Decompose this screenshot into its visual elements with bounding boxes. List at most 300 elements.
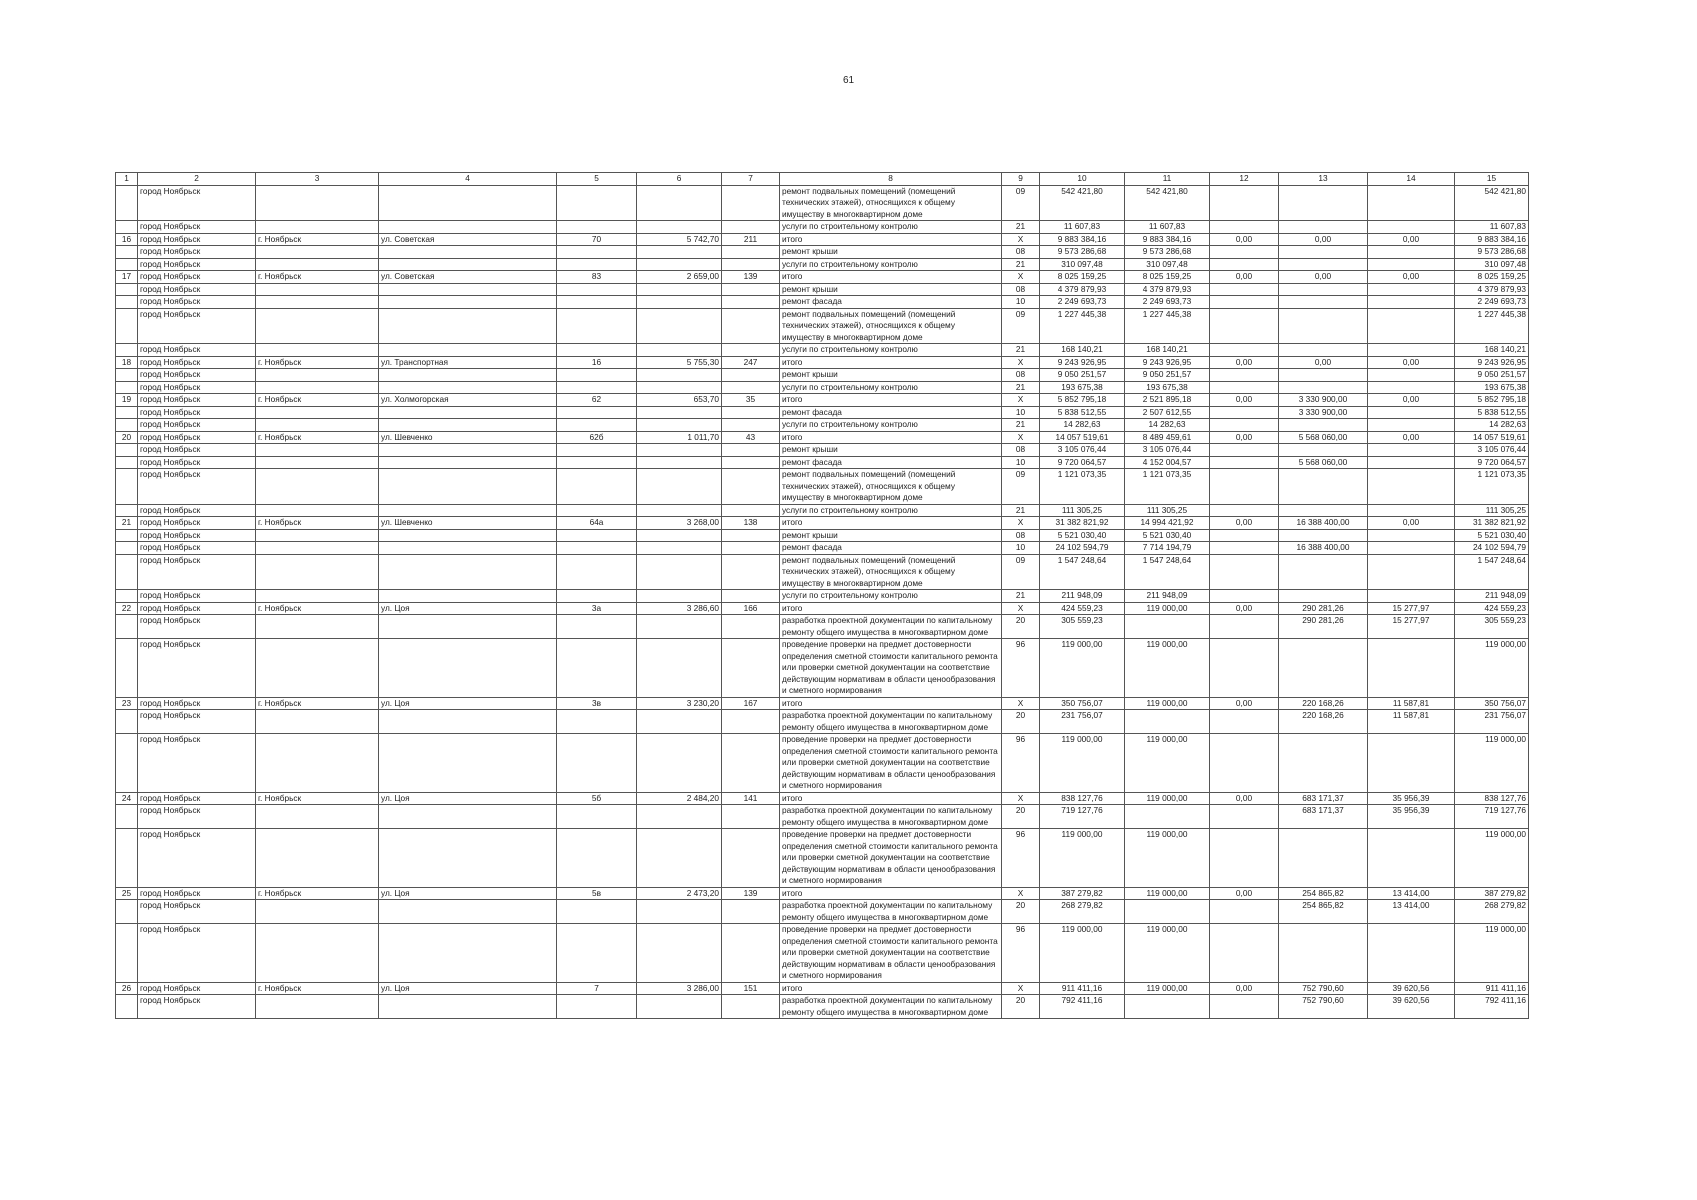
federal-funds-cell: 0,00	[1210, 517, 1279, 530]
house-number-cell: 3а	[557, 602, 637, 615]
total-with-subsidy-cell: 9 050 251,57	[1455, 369, 1529, 382]
federal-funds-cell	[1210, 615, 1279, 639]
residents-cell: 139	[722, 271, 780, 284]
total-with-subsidy-cell: 9 720 064,57	[1455, 456, 1529, 469]
total-with-subsidy-cell: 2 249 693,73	[1455, 296, 1529, 309]
house-number-cell: 70	[557, 233, 637, 246]
total-cost-cell: 1 227 445,38	[1040, 308, 1125, 344]
table-row	[116, 356, 1529, 369]
table-row	[116, 602, 1529, 615]
regional-funds-cell	[1279, 246, 1368, 259]
local-funds-cell	[1368, 296, 1455, 309]
regional-funds-cell	[1279, 469, 1368, 505]
repair-table-container	[115, 172, 1528, 1019]
federal-funds-cell: 0,00	[1210, 982, 1279, 995]
local-funds-cell	[1368, 734, 1455, 793]
work-code-cell: 10	[1002, 456, 1040, 469]
local-funds-cell	[1368, 185, 1455, 221]
city-cell	[256, 296, 379, 309]
city-cell	[256, 734, 379, 793]
area-cell	[637, 369, 722, 382]
row-number-cell	[116, 554, 138, 590]
federal-funds-cell	[1210, 995, 1279, 1019]
residents-cell	[722, 829, 780, 888]
total-with-subsidy-cell: 5 521 030,40	[1455, 529, 1529, 542]
municipality-cell: город Ноябрьск	[138, 504, 256, 517]
work-code-cell: 20	[1002, 805, 1040, 829]
row-number-cell: 26	[116, 982, 138, 995]
fund-cost-cell	[1125, 615, 1210, 639]
total-cost-cell: 168 140,21	[1040, 344, 1125, 357]
residents-cell	[722, 734, 780, 793]
city-cell	[256, 381, 379, 394]
regional-funds-cell: 290 281,26	[1279, 602, 1368, 615]
work-code-cell: X	[1002, 271, 1040, 284]
municipality-cell: город Ноябрьск	[138, 982, 256, 995]
area-cell	[637, 590, 722, 603]
municipality-cell: город Ноябрьск	[138, 900, 256, 924]
street-cell	[379, 258, 557, 271]
house-number-cell	[557, 406, 637, 419]
street-cell	[379, 221, 557, 234]
table-row	[116, 995, 1529, 1019]
federal-funds-cell	[1210, 900, 1279, 924]
local-funds-cell: 15 277,97	[1368, 602, 1455, 615]
house-number-cell	[557, 829, 637, 888]
house-number-cell: 5б	[557, 792, 637, 805]
local-funds-cell: 39 620,56	[1368, 995, 1455, 1019]
table-row	[116, 504, 1529, 517]
city-cell	[256, 639, 379, 698]
regional-funds-cell: 683 171,37	[1279, 805, 1368, 829]
work-type-cell: итого	[780, 602, 1002, 615]
municipality-cell: город Ноябрьск	[138, 805, 256, 829]
table-row	[116, 639, 1529, 698]
residents-cell	[722, 258, 780, 271]
table-row	[116, 529, 1529, 542]
residents-cell: 139	[722, 887, 780, 900]
work-code-cell: X	[1002, 517, 1040, 530]
table-row	[116, 710, 1529, 734]
street-cell: ул. Советская	[379, 233, 557, 246]
federal-funds-cell: 0,00	[1210, 233, 1279, 246]
fund-cost-cell: 2 507 612,55	[1125, 406, 1210, 419]
federal-funds-cell	[1210, 829, 1279, 888]
fund-cost-cell: 1 547 248,64	[1125, 554, 1210, 590]
total-cost-cell: 211 948,09	[1040, 590, 1125, 603]
house-number-cell	[557, 615, 637, 639]
fund-cost-cell: 119 000,00	[1125, 697, 1210, 710]
table-row	[116, 185, 1529, 221]
total-with-subsidy-cell: 119 000,00	[1455, 924, 1529, 983]
total-cost-cell: 2 249 693,73	[1040, 296, 1125, 309]
total-with-subsidy-cell: 387 279,82	[1455, 887, 1529, 900]
local-funds-cell	[1368, 283, 1455, 296]
work-code-cell: 21	[1002, 258, 1040, 271]
total-with-subsidy-cell: 168 140,21	[1455, 344, 1529, 357]
house-number-cell	[557, 805, 637, 829]
row-number-cell	[116, 504, 138, 517]
row-number-cell	[116, 246, 138, 259]
residents-cell	[722, 344, 780, 357]
work-code-cell: 20	[1002, 710, 1040, 734]
row-number-cell: 16	[116, 233, 138, 246]
street-cell	[379, 554, 557, 590]
work-code-cell: 21	[1002, 381, 1040, 394]
work-type-cell: проведение проверки на предмет достоверности определения сметной стоимости капитального ремонта или проверки сметной документации на соответствие действующим нормативам в области ценообразования и сметного нормирования	[780, 639, 1002, 698]
work-type-cell: итого	[780, 431, 1002, 444]
house-number-cell	[557, 419, 637, 432]
street-cell	[379, 344, 557, 357]
table-row	[116, 394, 1529, 407]
federal-funds-cell	[1210, 456, 1279, 469]
regional-funds-cell	[1279, 829, 1368, 888]
table-row	[116, 431, 1529, 444]
house-number-cell	[557, 504, 637, 517]
local-funds-cell	[1368, 419, 1455, 432]
street-cell	[379, 829, 557, 888]
federal-funds-cell	[1210, 734, 1279, 793]
table-row	[116, 308, 1529, 344]
table-row	[116, 734, 1529, 793]
regional-funds-cell: 5 568 060,00	[1279, 431, 1368, 444]
fund-cost-cell: 1 121 073,35	[1125, 469, 1210, 505]
federal-funds-cell	[1210, 529, 1279, 542]
row-number-cell	[116, 344, 138, 357]
federal-funds-cell	[1210, 258, 1279, 271]
total-cost-cell: 719 127,76	[1040, 805, 1125, 829]
fund-cost-cell: 9 243 926,95	[1125, 356, 1210, 369]
regional-funds-cell	[1279, 221, 1368, 234]
fund-cost-cell: 4 379 879,93	[1125, 283, 1210, 296]
municipality-cell: город Ноябрьск	[138, 697, 256, 710]
total-cost-cell: 5 838 512,55	[1040, 406, 1125, 419]
local-funds-cell	[1368, 246, 1455, 259]
total-cost-cell: 4 379 879,93	[1040, 283, 1125, 296]
municipality-cell: 2	[138, 173, 256, 186]
total-cost-cell: 119 000,00	[1040, 829, 1125, 888]
work-code-cell: 09	[1002, 308, 1040, 344]
municipality-cell: город Ноябрьск	[138, 381, 256, 394]
local-funds-cell	[1368, 369, 1455, 382]
row-number-cell	[116, 805, 138, 829]
residents-cell: 138	[722, 517, 780, 530]
total-cost-cell: 911 411,16	[1040, 982, 1125, 995]
work-code-cell: 96	[1002, 639, 1040, 698]
total-cost-cell: 5 521 030,40	[1040, 529, 1125, 542]
table-row	[116, 615, 1529, 639]
work-code-cell: 09	[1002, 469, 1040, 505]
work-code-cell: X	[1002, 233, 1040, 246]
regional-funds-cell: 752 790,60	[1279, 982, 1368, 995]
fund-cost-cell: 111 305,25	[1125, 504, 1210, 517]
work-type-cell: услуги по строительному контролю	[780, 381, 1002, 394]
table-row	[116, 469, 1529, 505]
house-number-cell	[557, 185, 637, 221]
work-type-cell: итого	[780, 356, 1002, 369]
table-row	[116, 900, 1529, 924]
row-number-cell	[116, 469, 138, 505]
work-code-cell: 08	[1002, 444, 1040, 457]
table-row	[116, 924, 1529, 983]
regional-funds-cell: 290 281,26	[1279, 615, 1368, 639]
municipality-cell: город Ноябрьск	[138, 590, 256, 603]
regional-funds-cell: 13	[1279, 173, 1368, 186]
work-code-cell: 20	[1002, 995, 1040, 1019]
residents-cell	[722, 615, 780, 639]
table-row	[116, 444, 1529, 457]
fund-cost-cell: 9 573 286,68	[1125, 246, 1210, 259]
area-cell	[637, 221, 722, 234]
residents-cell	[722, 995, 780, 1019]
house-number-cell	[557, 469, 637, 505]
residents-cell	[722, 419, 780, 432]
street-cell: ул. Советская	[379, 271, 557, 284]
row-number-cell	[116, 221, 138, 234]
work-type-cell: услуги по строительному контролю	[780, 590, 1002, 603]
repair-table	[115, 172, 1529, 1019]
city-cell: г. Ноябрьск	[256, 887, 379, 900]
work-code-cell: 08	[1002, 529, 1040, 542]
total-with-subsidy-cell: 211 948,09	[1455, 590, 1529, 603]
regional-funds-cell	[1279, 734, 1368, 793]
total-with-subsidy-cell: 3 105 076,44	[1455, 444, 1529, 457]
area-cell: 2 484,20	[637, 792, 722, 805]
total-cost-cell: 31 382 821,92	[1040, 517, 1125, 530]
row-number-cell	[116, 283, 138, 296]
municipality-cell: город Ноябрьск	[138, 369, 256, 382]
row-number-cell: 25	[116, 887, 138, 900]
total-with-subsidy-cell: 305 559,23	[1455, 615, 1529, 639]
row-number-cell	[116, 590, 138, 603]
city-cell: г. Ноябрьск	[256, 982, 379, 995]
city-cell: 3	[256, 173, 379, 186]
federal-funds-cell: 0,00	[1210, 271, 1279, 284]
regional-funds-cell	[1279, 590, 1368, 603]
area-cell: 3 268,00	[637, 517, 722, 530]
table-row	[116, 271, 1529, 284]
fund-cost-cell: 3 105 076,44	[1125, 444, 1210, 457]
residents-cell	[722, 900, 780, 924]
area-cell	[637, 805, 722, 829]
area-cell	[637, 542, 722, 555]
total-with-subsidy-cell: 792 411,16	[1455, 995, 1529, 1019]
municipality-cell: город Ноябрьск	[138, 887, 256, 900]
house-number-cell	[557, 444, 637, 457]
federal-funds-cell	[1210, 419, 1279, 432]
local-funds-cell: 0,00	[1368, 431, 1455, 444]
street-cell	[379, 283, 557, 296]
work-type-cell: ремонт крыши	[780, 529, 1002, 542]
street-cell	[379, 456, 557, 469]
residents-cell	[722, 444, 780, 457]
fund-cost-cell: 8 489 459,61	[1125, 431, 1210, 444]
row-number-cell	[116, 542, 138, 555]
regional-funds-cell	[1279, 381, 1368, 394]
street-cell: ул. Цоя	[379, 602, 557, 615]
total-cost-cell: 119 000,00	[1040, 924, 1125, 983]
federal-funds-cell	[1210, 710, 1279, 734]
municipality-cell: город Ноябрьск	[138, 469, 256, 505]
total-cost-cell: 9 050 251,57	[1040, 369, 1125, 382]
fund-cost-cell: 119 000,00	[1125, 887, 1210, 900]
house-number-cell: 3в	[557, 697, 637, 710]
total-with-subsidy-cell: 911 411,16	[1455, 982, 1529, 995]
residents-cell	[722, 246, 780, 259]
local-funds-cell: 11 587,81	[1368, 697, 1455, 710]
federal-funds-cell	[1210, 221, 1279, 234]
total-with-subsidy-cell: 9 883 384,16	[1455, 233, 1529, 246]
total-cost-cell: 111 305,25	[1040, 504, 1125, 517]
fund-cost-cell: 119 000,00	[1125, 792, 1210, 805]
municipality-cell: город Ноябрьск	[138, 710, 256, 734]
city-cell	[256, 900, 379, 924]
municipality-cell: город Ноябрьск	[138, 456, 256, 469]
residents-cell	[722, 185, 780, 221]
city-cell	[256, 995, 379, 1019]
work-type-cell: проведение проверки на предмет достоверности определения сметной стоимости капитального ремонта или проверки сметной документации на соответствие действующим нормативам в области ценообразования и сметного нормирования	[780, 829, 1002, 888]
municipality-cell: город Ноябрьск	[138, 517, 256, 530]
city-cell: г. Ноябрьск	[256, 394, 379, 407]
fund-cost-cell: 119 000,00	[1125, 982, 1210, 995]
federal-funds-cell	[1210, 590, 1279, 603]
fund-cost-cell: 9 883 384,16	[1125, 233, 1210, 246]
area-cell	[637, 381, 722, 394]
fund-cost-cell	[1125, 900, 1210, 924]
federal-funds-cell: 0,00	[1210, 697, 1279, 710]
table-row	[116, 792, 1529, 805]
municipality-cell: город Ноябрьск	[138, 829, 256, 888]
regional-funds-cell	[1279, 529, 1368, 542]
total-cost-cell: 24 102 594,79	[1040, 542, 1125, 555]
work-code-cell: 21	[1002, 590, 1040, 603]
total-with-subsidy-cell: 5 852 795,18	[1455, 394, 1529, 407]
municipality-cell: город Ноябрьск	[138, 233, 256, 246]
row-number-cell	[116, 381, 138, 394]
work-type-cell: услуги по строительному контролю	[780, 258, 1002, 271]
municipality-cell: город Ноябрьск	[138, 734, 256, 793]
work-type-cell: разработка проектной документации по капитальному ремонту общего имущества в многоквартирном доме	[780, 900, 1002, 924]
street-cell	[379, 805, 557, 829]
residents-cell: 167	[722, 697, 780, 710]
federal-funds-cell	[1210, 805, 1279, 829]
total-cost-cell: 5 852 795,18	[1040, 394, 1125, 407]
work-code-cell: X	[1002, 982, 1040, 995]
fund-cost-cell	[1125, 805, 1210, 829]
area-cell	[637, 344, 722, 357]
house-number-cell: 83	[557, 271, 637, 284]
area-cell: 6	[637, 173, 722, 186]
residents-cell: 35	[722, 394, 780, 407]
house-number-cell	[557, 381, 637, 394]
table-row	[116, 344, 1529, 357]
fund-cost-cell: 542 421,80	[1125, 185, 1210, 221]
page-number: 61	[842, 75, 855, 86]
local-funds-cell: 39 620,56	[1368, 982, 1455, 995]
work-code-cell: 21	[1002, 344, 1040, 357]
local-funds-cell	[1368, 590, 1455, 603]
house-number-cell	[557, 283, 637, 296]
area-cell	[637, 246, 722, 259]
work-code-cell: 20	[1002, 615, 1040, 639]
area-cell	[637, 504, 722, 517]
house-number-cell	[557, 995, 637, 1019]
total-cost-cell: 8 025 159,25	[1040, 271, 1125, 284]
city-cell	[256, 710, 379, 734]
municipality-cell: город Ноябрьск	[138, 406, 256, 419]
city-cell	[256, 406, 379, 419]
work-type-cell: разработка проектной документации по капитальному ремонту общего имущества в многоквартирном доме	[780, 805, 1002, 829]
regional-funds-cell: 220 168,26	[1279, 710, 1368, 734]
total-cost-cell: 350 756,07	[1040, 697, 1125, 710]
area-cell	[637, 639, 722, 698]
federal-funds-cell	[1210, 344, 1279, 357]
municipality-cell: город Ноябрьск	[138, 258, 256, 271]
residents-cell	[722, 710, 780, 734]
fund-cost-cell: 119 000,00	[1125, 602, 1210, 615]
total-with-subsidy-cell: 193 675,38	[1455, 381, 1529, 394]
work-type-cell: проведение проверки на предмет достоверности определения сметной стоимости капитального ремонта или проверки сметной документации на соответствие действующим нормативам в области ценообразования и сметного нормирования	[780, 734, 1002, 793]
municipality-cell: город Ноябрьск	[138, 271, 256, 284]
local-funds-cell: 14	[1368, 173, 1455, 186]
municipality-cell: город Ноябрьск	[138, 221, 256, 234]
city-cell	[256, 283, 379, 296]
residents-cell	[722, 369, 780, 382]
regional-funds-cell: 16 388 400,00	[1279, 542, 1368, 555]
row-number-cell	[116, 456, 138, 469]
city-cell	[256, 615, 379, 639]
federal-funds-cell	[1210, 924, 1279, 983]
fund-cost-cell: 1 227 445,38	[1125, 308, 1210, 344]
regional-funds-cell	[1279, 296, 1368, 309]
row-number-cell: 19	[116, 394, 138, 407]
row-number-cell	[116, 829, 138, 888]
house-number-cell	[557, 221, 637, 234]
house-number-cell	[557, 529, 637, 542]
street-cell	[379, 639, 557, 698]
residents-cell: 166	[722, 602, 780, 615]
local-funds-cell: 0,00	[1368, 271, 1455, 284]
municipality-cell: город Ноябрьск	[138, 394, 256, 407]
work-type-cell: ремонт крыши	[780, 283, 1002, 296]
regional-funds-cell	[1279, 419, 1368, 432]
area-cell	[637, 185, 722, 221]
work-code-cell: 10	[1002, 406, 1040, 419]
local-funds-cell: 0,00	[1368, 356, 1455, 369]
regional-funds-cell	[1279, 344, 1368, 357]
table-row	[116, 887, 1529, 900]
row-number-cell	[116, 185, 138, 221]
work-code-cell: 21	[1002, 504, 1040, 517]
residents-cell	[722, 308, 780, 344]
house-number-cell	[557, 308, 637, 344]
municipality-cell: город Ноябрьск	[138, 542, 256, 555]
federal-funds-cell	[1210, 381, 1279, 394]
table-row	[116, 982, 1529, 995]
row-number-cell	[116, 710, 138, 734]
fund-cost-cell: 119 000,00	[1125, 924, 1210, 983]
house-number-cell: 16	[557, 356, 637, 369]
total-cost-cell: 424 559,23	[1040, 602, 1125, 615]
federal-funds-cell	[1210, 406, 1279, 419]
regional-funds-cell	[1279, 185, 1368, 221]
house-number-cell	[557, 554, 637, 590]
local-funds-cell: 11 587,81	[1368, 710, 1455, 734]
fund-cost-cell: 2 521 895,18	[1125, 394, 1210, 407]
total-cost-cell: 119 000,00	[1040, 734, 1125, 793]
work-code-cell: X	[1002, 356, 1040, 369]
total-cost-cell: 387 279,82	[1040, 887, 1125, 900]
